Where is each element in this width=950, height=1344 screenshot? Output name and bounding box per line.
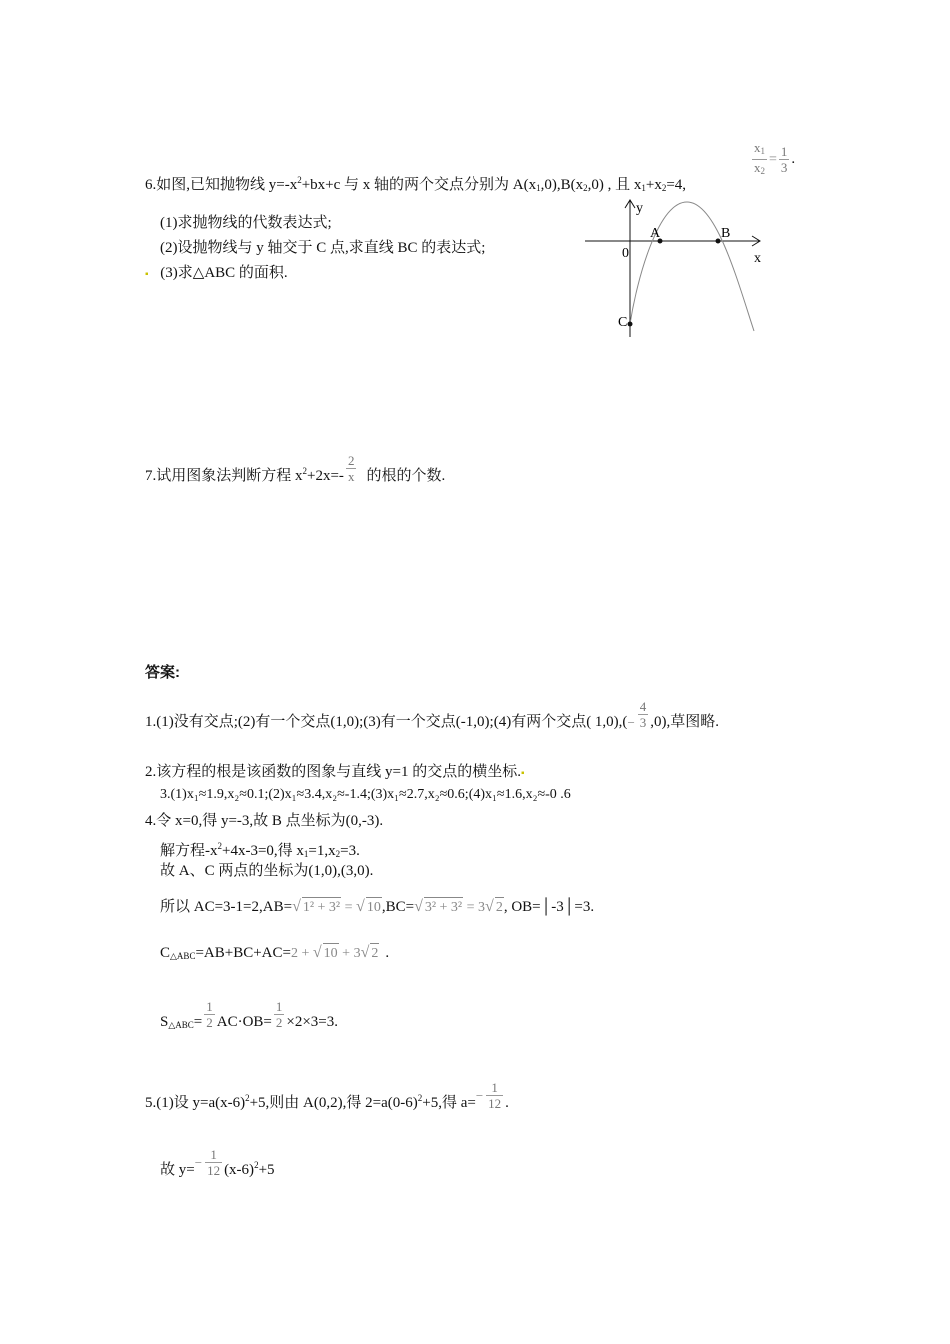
answer-3: [160, 785, 571, 805]
answer-text: ,0),草图略.: [650, 714, 720, 730]
q6-part-3-line: [145, 263, 288, 285]
answer-5-line-2: 故 y=− $\frac{1}{12}$ $(x-6)^2+5$: [160, 1147, 275, 1179]
q7-stem-text: +2x=-: [307, 468, 344, 484]
fraction: $\frac{2}{x}$: [347, 453, 355, 485]
answer-4-line-2: 解方程$-x^2+4x-3=0$,得 $x_1=1,x_2=3$.: [160, 841, 360, 859]
answer-4-line-1: 4.令 x=0,得 y=-3,故 B 点坐标为(0,-3).: [145, 813, 384, 829]
superscript: 2: [297, 175, 302, 185]
fraction: $\frac{x_1}{x_2}$: [752, 140, 767, 179]
answers-heading: 答案:: [145, 664, 180, 681]
q6-stem-text: =4,: [666, 177, 687, 193]
superscript: 2: [302, 466, 308, 476]
q6-stem-text: ,0),B(x: [540, 177, 584, 193]
b-label: B: [721, 226, 731, 241]
sqrt-expression: √ 1² + 3² = √ 10: [292, 900, 382, 915]
subscript: 1: [536, 183, 541, 193]
answer-4-line-3: 故 A、C 两点的坐标为(1,0),(3,0).: [160, 863, 374, 879]
equals-sign: =: [769, 151, 777, 167]
x-label: x: [754, 251, 761, 266]
fraction: $\frac{4}{3}$: [639, 699, 647, 731]
period: .: [791, 150, 796, 167]
answer-text: 2.该方程的根是该函数的图象与直线 y=1 的交点的横坐标.: [145, 764, 521, 780]
subscript: 1: [641, 183, 646, 193]
answer-4-line-6: $S_{\triangle ABC}=$ $\frac{1}{2}$ AC·OB= $\frac{1}{2}$ ×2×3=3.: [160, 999, 339, 1031]
fraction: $\frac{1}{2}$: [275, 999, 283, 1031]
answer-text: 1.(1)没有交点;(2)有一个交点(1,0);(3)有一个交点(-1,0);(4)有两个交点( 1,0),(: [145, 714, 628, 730]
point-b: [716, 239, 721, 244]
fraction: $\frac{1}{2}$: [206, 999, 213, 1031]
answer-1: [145, 700, 719, 745]
parabola-graph: [580, 195, 770, 345]
answer-5-line-1: 5.(1)设 $y=a(x-6)^2+5$,则由 A(0,2),得 $2=a(0-6)^2+5$,得 a=− $\frac{1}{12}$ .: [145, 1080, 509, 1112]
q6-stem-text: ,0) , 且 x: [587, 177, 642, 193]
minus-sign: −: [627, 714, 635, 730]
answer-4-line-5: $C_{\triangle ABC}=AB+BC+AC=2$ + √ 10 + 3√ 2 .: [160, 943, 389, 966]
point-c: [628, 322, 633, 327]
a-label: A: [650, 226, 661, 241]
q6-stem-text: +bx+c 与 x 轴的两个交点分别为 A(x: [301, 177, 537, 193]
fraction: $\frac{1}{12}$: [488, 1080, 502, 1112]
q6-part-3: (3)求△ABC 的面积.: [160, 265, 288, 281]
fraction: $\frac{1}{12}$: [207, 1147, 221, 1179]
q6-stem-text: +x: [645, 177, 662, 193]
c-label: C: [618, 315, 628, 330]
answer-4-line-4: 所以 AC=3-1=2,AB=√ 1² + 3² = √ 10,BC=√ 3² + 3² = 3√ 2, OB=│-3│=3.: [160, 897, 594, 918]
y-label: y: [636, 201, 643, 216]
perimeter-expression: 2 + √ 10 + 3√ 2: [291, 946, 379, 961]
sqrt-expression: √ 3² + 3² = 3√ 2: [414, 900, 504, 915]
q7-stem-text: 7.试用图象法判断方程 x: [145, 468, 303, 484]
answer-text: 3.(1)x₁≈1.9,x₂≈0.1;(2)x₁≈3.4,x₂≈-1.4;(3)x₁≈2.7,x₂≈0.6;(4)x₁≈1.6,x₂≈-0 .6: [160, 787, 571, 802]
edit-mark-icon: ▪: [145, 269, 149, 280]
origin-label: 0: [622, 246, 629, 261]
answer-2: [145, 762, 525, 784]
q6-part-2: (2)设抛物线与 y 轴交于 C 点,求直线 BC 的表达式;: [160, 240, 486, 256]
subscript: 2: [661, 183, 667, 193]
parabola-curve: [630, 202, 754, 331]
q7-stem-text: 的根的个数.: [366, 468, 446, 484]
subscript: 2: [583, 183, 588, 193]
q7-stem: [145, 453, 446, 492]
q6-stem-text: 6.如图,已知抛物线 y=-x: [145, 177, 298, 193]
edit-mark-icon: ▪: [520, 768, 525, 779]
fraction: $\frac{1}{3}$: [780, 144, 788, 175]
q6-stem: [145, 170, 686, 198]
q6-part-1: (1)求抛物线的代数表达式;: [160, 215, 332, 231]
q6-ratio-formula: [750, 140, 795, 179]
